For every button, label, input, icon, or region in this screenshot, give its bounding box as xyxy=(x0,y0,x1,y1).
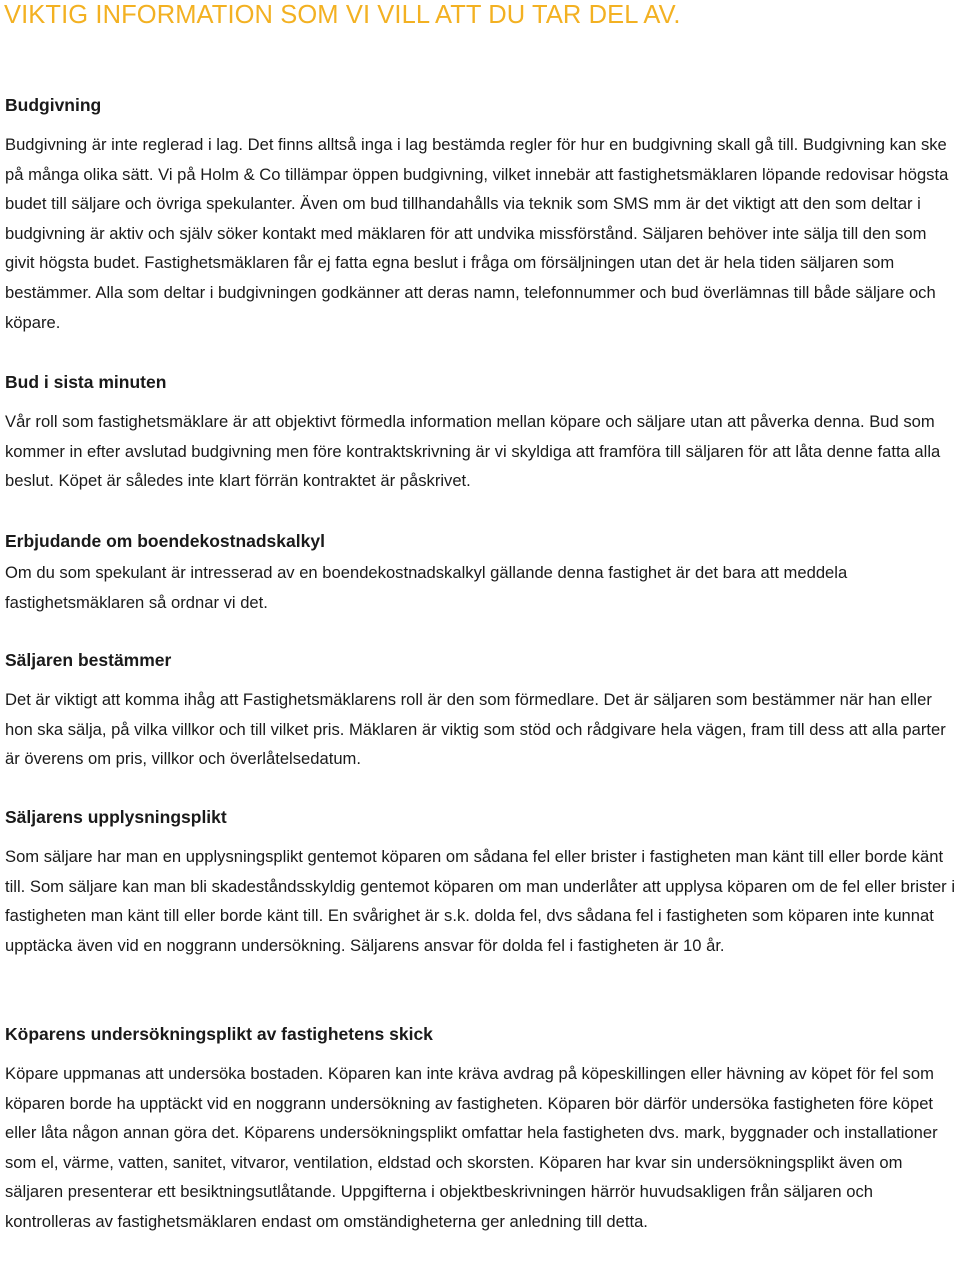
section-saljaren-bestammer xyxy=(5,647,957,774)
section-heading: Budgivning xyxy=(5,95,102,115)
section-text: Köpare uppmanas att undersöka bostaden. Köparen kan inte kräva avdrag på köpeskillingen eller hävning av köpet för fel som köparen borde ha upptäckt vid en noggrann undersökning av fastigheten. Köparen bör därför undersöka fastigheten före köpet eller låta någon annan göra det. Köparens undersökningsplikt omfattar hela fastigheten dvs. mark, byggnader och installationer som el, värme, vatten, sanitet, vitvaror, ventilation, eldstad och skorsten. Köparen har kvar sin undersökningsplikt även om säljaren presenterar ett besiktningsutlåtande. Uppgifterna i objektbeskrivningen härrör huvudsakligen från säljaren och kontrolleras av fastighetsmäklaren endast om omständigheterna ger anledning till detta. xyxy=(5,1064,938,1231)
section-heading: Köparens undersökningsplikt av fastighetens skick xyxy=(5,1024,433,1044)
section-heading: Erbjudande om boendekostnadskalkyl xyxy=(5,531,325,551)
section-text: Om du som spekulant är intresserad av en boendekostnadskalkyl gällande denna fastighet är det bara att meddela fastighetsmäklaren så ordnar vi det. xyxy=(5,563,848,612)
section-heading: Säljaren bestämmer xyxy=(5,650,172,670)
section-budgivning xyxy=(5,92,957,337)
section-heading: Säljarens upplysningsplikt xyxy=(5,807,227,827)
section-text: Vår roll som fastighetsmäklare är att objektivt förmedla information mellan köpare och säljare utan att påverka denna. Bud som kommer in efter avslutad budgivning men före kontraktskrivning är vi skyldiga att framföra till säljaren för att låta denne fatta alla beslut. Köpet är således inte klart förrän kontraktet är påskrivet. xyxy=(5,412,941,491)
section-saljarens-upplysningsplikt xyxy=(5,804,957,960)
page-title: VIKTIG INFORMATION SOM VI VILL ATT DU TAR DEL AV. xyxy=(4,1,681,29)
section-text: Det är viktigt att komma ihåg att Fastighetsmäklarens roll är den som förmedlare. Det är säljaren som bestämmer när han eller hon ska sälja, på vilka villkor och till vilket pris. Mäklaren är viktig som stöd och rådgivare hela vägen, fram till dess att alla parter är överens om pris, villkor och överlåtelsedatum. xyxy=(5,690,946,769)
section-koparens-undersokningsplikt xyxy=(5,1021,957,1237)
section-text: Budgivning är inte reglerad i lag. Det finns alltså inga i lag bestämda regler för hur en budgivning skall gå till. Budgivning kan ske på många olika sätt. Vi på Holm & Co tillämpar öppen budgivning, vilket innebär att fastighetsmäklaren löpande redovisar högsta budet till säljare och övriga spekulanter. Även om bud tillhandahålls via teknik som SMS mm är det viktigt att den som deltar i budgivning är aktiv och själv söker kontakt med mäklaren för att undvika missförstånd. Säljaren behöver inte sälja till den som givit högsta budet. Fastighetsmäklaren får ej fatta egna beslut i fråga om försäljningen utan det är hela tiden säljaren som bestämmer. Alla som deltar i budgivningen godkänner att deras namn, telefonnummer och bud överlämnas till både säljare och köpare. xyxy=(5,135,949,332)
section-heading: Bud i sista minuten xyxy=(5,372,167,392)
section-bud-i-sista-minuten xyxy=(5,369,957,496)
section-boendekostnadskalkyl xyxy=(5,528,957,617)
section-text: Som säljare har man en upplysningsplikt gentemot köparen om sådana fel eller brister i fastigheten man känt till eller borde känt till. Som säljare kan man bli skadeståndsskyldig gentemot köparen om man underlåter att upplysa köparen om de fel eller brister i fastigheten man känt till eller borde känt till. En svårighet är s.k. dolda fel, dvs sådana fel i fastigheten som köparen inte kunnat upptäcka även vid en noggrann undersökning. Säljarens ansvar för dolda fel i fastigheten är 10 år. xyxy=(5,847,956,955)
